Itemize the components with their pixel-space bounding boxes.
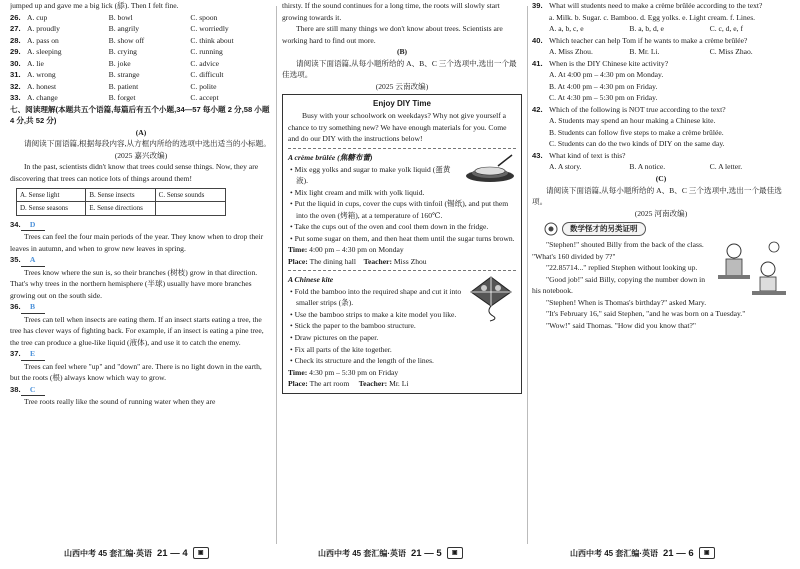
answer-option: C. At 4:30 pm – 5:30 pm on Friday. [549,93,658,103]
question-text: Which teacher can help Tom if he wants to make a crème brûlée? [549,35,748,45]
flower-icon [544,222,558,236]
answer-option: C. Miss Zhao. [709,47,753,57]
choice-option: A. sleeping [27,47,62,57]
choice-row [10,58,272,70]
answer-option: A. a, b, c, e [549,24,584,34]
choice-option: C. difficult [190,70,224,80]
question-text: What kind of text is this? [549,150,626,160]
diy-notice-box [282,94,522,393]
answer-option: A. A story. [549,162,582,172]
passage-a-continued: thirsty. If the sound continues for a long time, the roots will slowly start growing towards it. [282,1,500,22]
bullet-icon: • [290,286,295,296]
paragraph: Trees can feel the four main periods of the year. They know when to drop their leaves in autumn, and when to grow new leaves in spring. [10,232,264,253]
story-paragraph: "Stephen! When is Thomas's birthday?" asked Mary. [546,297,707,307]
students-illustration [714,239,790,301]
place-label: Place: [288,379,308,389]
question-number: 40. [532,35,543,45]
banner-title: 数学怪才的另类证明 [562,222,646,235]
choice-option: B. angrily [108,24,140,34]
answer-blank: E [21,348,45,361]
answer-options [532,23,790,35]
answer-line [10,254,272,267]
creme-place: The dining hall [309,256,356,266]
kite-title: A Chinese kite [288,275,334,285]
answer-option: B. At 4:00 pm – 4:30 pm on Friday. [549,81,658,91]
divider [288,270,516,271]
passage-a-items [10,219,272,409]
passage-a-source: (2025 嘉兴改编) [114,150,168,160]
answer-option: A. Miss Zhou. [549,47,593,57]
choice-option: B. patient [108,81,139,91]
answer-option: A. At 4:00 pm – 4:30 pm on Monday. [549,70,664,80]
choice-option: B. show off [108,35,145,45]
passage-a-instructions: 请阅读下面语篇,根据每段内容,从方框内所给的选项中选出适当的小标题。 [24,139,271,149]
cloze-choices [10,12,272,104]
bullet-icon: • [290,233,295,243]
answer-option: C. c, d, e, f [709,24,743,34]
step-item [288,198,516,221]
heading-option [156,202,225,215]
story-paragraph: "It's February 16," said Stephen, "and he was born on a Tuesday." [546,309,746,319]
question-text: Which of the following is NOT true according to the text? [549,104,726,114]
step-text: Put the liquid in cups, cover the cups with tinfoil (锡纸), and put them into the oven (烤箱), at a temperature of 160℃. [294,199,509,220]
paragraph: Trees know where the sun is, so their branches (树枝) grow in that direction. That's why trees in the northern hemisphere (半球) usually have more branches growing out on the south side. [10,267,258,300]
choice-option: C. worriedly [190,24,229,34]
step-text: Fix all parts of the kite together. [294,344,392,354]
section-title: 七、阅读理解(本题共五个语篇,每篇后有五个小题,34—57 每小题 2 分,58 小题 4 分,共 52 分) [10,104,270,126]
question-number: 43. [532,150,543,160]
answer-option: B. A notice. [629,162,666,172]
heading-option: D. Sense seasons [17,202,86,215]
paragraph: Tree roots really like the sound of running water when they are [24,397,216,407]
bullet-icon: • [290,344,295,354]
answer-option: B. Students can follow five steps to make a crème brûlée. [549,127,724,137]
question-row [532,58,790,70]
answer-option: A. Students may spend an hour making a Chinese kite. [549,116,716,126]
step-item [288,233,516,245]
publisher-logo: ▣ [193,547,209,559]
choice-option: A. proudly [27,24,60,34]
passage-c-source: (2025 河南改编) [634,208,688,218]
paragraph: Trees can feel where "up" and "down" are. There is no light down in the earth, but the roots (根) always know which way to grow. [10,361,262,383]
passage-b-questions [532,0,790,173]
choice-option: A. wrong [27,70,56,80]
time-label: Time: [288,245,308,255]
step-text: Fold the bamboo into the required shape and cut it into smaller strips (条). [294,286,462,308]
choice-option: B. forget [108,93,136,103]
step-item [288,355,516,367]
choice-option: C. accept [190,93,219,103]
publisher-logo: ▣ [699,547,715,559]
heading-option: E. Sense directions [86,202,155,215]
question-number: 32. [10,81,21,91]
step-item [288,221,516,233]
bullet-icon: • [290,164,295,174]
bullet-icon: • [290,222,295,232]
step-item [288,344,516,356]
choice-option: A. lie [27,58,44,68]
choice-option: C. polite [190,81,217,91]
passage-c-instructions: 请阅读下面语篇,从每小题所给的 A、B、C 三个选项中,选出一个最佳选项。 [532,185,782,207]
step-text: Use the bamboo strips to make a kite model you like. [294,309,457,319]
question-number: 36. [10,302,21,312]
answer-line [10,301,272,314]
answer-blank: D [21,219,45,232]
bullet-icon: • [290,309,295,319]
page-number: 21 — 6 [663,547,694,559]
choice-row [10,23,272,35]
question-number: 34. [10,219,21,229]
question-number: 27. [10,24,21,34]
question-number: 31. [10,70,21,80]
question-number: 28. [10,35,21,45]
footer-series: 山西中考 45 套汇编·英语 [318,548,407,558]
bullet-icon: • [290,356,295,366]
question-row [532,150,790,162]
passage-a-label: (A) [135,127,147,137]
headings-box [16,188,226,216]
choice-row [10,12,272,24]
choice-option: C. think about [190,35,234,45]
choice-option: C. running [190,47,223,57]
heading-option: C. Sense sounds [156,189,225,203]
answer-line [10,219,272,232]
story-paragraph: "22.85714..." replied Stephen without looking up. [546,263,698,273]
question-sub-options: a. Milk. b. Sugar. c. Bamboo. d. Egg yolks. e. Light cream. f. Lines. [549,12,756,22]
intro-line: jumped up and gave me a big lick (舔). Then I felt fine. [10,1,179,10]
heading-option: B. Sense insects [86,189,155,203]
creme-title: A crème brûlée (焦糖布蕾) [288,153,373,162]
teacher-label: Teacher: [358,379,388,389]
choice-option: B. crying [108,47,137,57]
step-text: Draw pictures on the paper. [294,332,379,342]
column-left [10,0,272,545]
answer-blank: C [21,384,45,397]
choice-option: B. joke [108,58,131,68]
kite-illustration [466,274,516,322]
story-paragraph: "Wow!" said Thomas. "How did you know that?" [546,320,697,330]
creme-time: 4:00 pm – 4:30 pm on Monday [309,245,404,255]
passage-b-label: (B) [396,47,408,57]
step-item [288,187,516,199]
diy-title: Enjoy DIY Time [373,99,431,109]
question-number: 30. [10,58,21,68]
creme-teacher: Miss Zhou [393,256,427,266]
question-number: 41. [532,58,543,68]
question-number: 42. [532,104,543,114]
paragraph: Trees can tell when insects are eating them. If an insect starts eating a tree, the tree has clever ways of fighting back. For example, if an insect is eating a pine tree, the tree can produce a glue-like liquid (液体), and use it to catch the enemy. [10,314,264,347]
footer-left [64,547,209,559]
answer-options [532,46,790,58]
step-text: Check its structure and the length of the lines. [294,356,434,366]
answer-line [10,348,272,361]
footer-right [570,547,715,559]
column-right [532,0,790,545]
question-number: 38. [10,384,21,394]
choice-option: C. spoon [190,12,218,22]
creme-brulee-illustration [464,152,516,184]
question-number: 33. [10,93,21,103]
column-middle [282,0,522,545]
teacher-label: Teacher: [363,256,392,266]
step-text: Stick the paper to the bamboo structure. [294,321,416,331]
answer-blank: B [21,301,45,314]
answer-blank: A [21,254,45,267]
question-text: When is the DIY Chinese kite activity? [549,58,669,68]
question-row [532,35,790,47]
choice-option: A. change [27,93,58,103]
question-number: 39. [532,1,543,10]
footer-middle [318,547,463,559]
question-row [532,104,790,116]
choice-row [10,46,272,58]
bullet-icon: • [290,187,295,197]
diy-intro: Busy with your schoolwork on weekdays? Why not give yourself a chance to try something new? We have enough materials for you. Come and do our DIY with the instructions below! [288,111,507,144]
bullet-icon: • [290,321,295,331]
step-item [288,332,516,344]
step-text: Take the cups out of the oven and cool them down in the fridge. [294,222,489,232]
passage-a-intro: In the past, scientists didn't know that trees could sense things. Now, they are discovering that trees can notice lots of things around them! [10,162,259,183]
column-divider [527,6,528,544]
answer-option: B. a, b, d, e [629,24,664,34]
answer-options [532,115,790,150]
passage-b-instructions: 请阅读下面语篇,从每小题所给的 A、B、C 三个选项中,选出一个最佳选项。 [282,58,517,80]
story-paragraph: "Stephen!" shouted Billy from the back of the class. "What's 160 divided by 7?" [532,240,704,261]
question-number: 29. [10,47,21,57]
choice-option: A. cup [27,12,48,22]
footer-series: 山西中考 45 套汇编·英语 [570,548,659,558]
kite-place: The art room [309,379,350,389]
passage-b-source: (2025 云南改编) [375,81,429,91]
question-row [532,0,790,12]
footer-series: 山西中考 45 套汇编·英语 [64,548,153,558]
step-text: Put some sugar on them, and then heat them until the sugar turns brown. [294,233,515,243]
choice-option: A. pass on [27,35,59,45]
kite-teacher: Mr. Li [389,379,409,389]
time-label: Time: [288,367,308,377]
step-text: Mix egg yolks and sugar to make yolk liquid (蛋黄液). [294,164,451,186]
answer-options [532,161,790,173]
question-text: What will students need to make a crème brûlée according to the text? [549,1,763,10]
answer-line [10,384,272,397]
kite-time: 4:30 pm – 5:30 pm on Friday [309,367,399,377]
choice-option: C. advice [190,58,220,68]
answer-options [532,69,790,104]
choice-option: A. honest [27,81,57,91]
heading-option: A. Sense light [17,189,86,203]
story-paragraph: "Good job!" said Billy, copying the number down in his notebook. [532,274,706,296]
passage-c-label: (C) [655,173,667,183]
question-number: 35. [10,255,21,265]
story-banner [544,222,790,236]
passage-a-closing: There are still many things we don't know about trees. Scientists are working hard to find out more. [282,24,503,45]
answer-option: C. A letter. [709,162,743,172]
page-number: 21 — 5 [411,547,442,559]
answer-option: C. Students can do the two kinds of DIY on the same day. [549,139,725,149]
bullet-icon: • [290,332,295,342]
question-number: 37. [10,349,21,359]
divider [288,148,516,149]
page-number: 21 — 4 [157,547,188,559]
choice-row [10,35,272,47]
answer-option: B. Mr. Li. [629,47,660,57]
choice-option: B. strange [108,70,140,80]
choice-option: B. bowl [108,12,133,22]
publisher-logo: ▣ [447,547,463,559]
choice-row [10,81,272,93]
question-number: 26. [10,12,21,22]
bullet-icon: • [290,199,295,209]
place-label: Place: [288,256,308,266]
choice-row [10,92,272,104]
choice-row [10,69,272,81]
column-divider [276,6,277,544]
step-text: Mix light cream and milk with yolk liquid. [294,187,425,197]
